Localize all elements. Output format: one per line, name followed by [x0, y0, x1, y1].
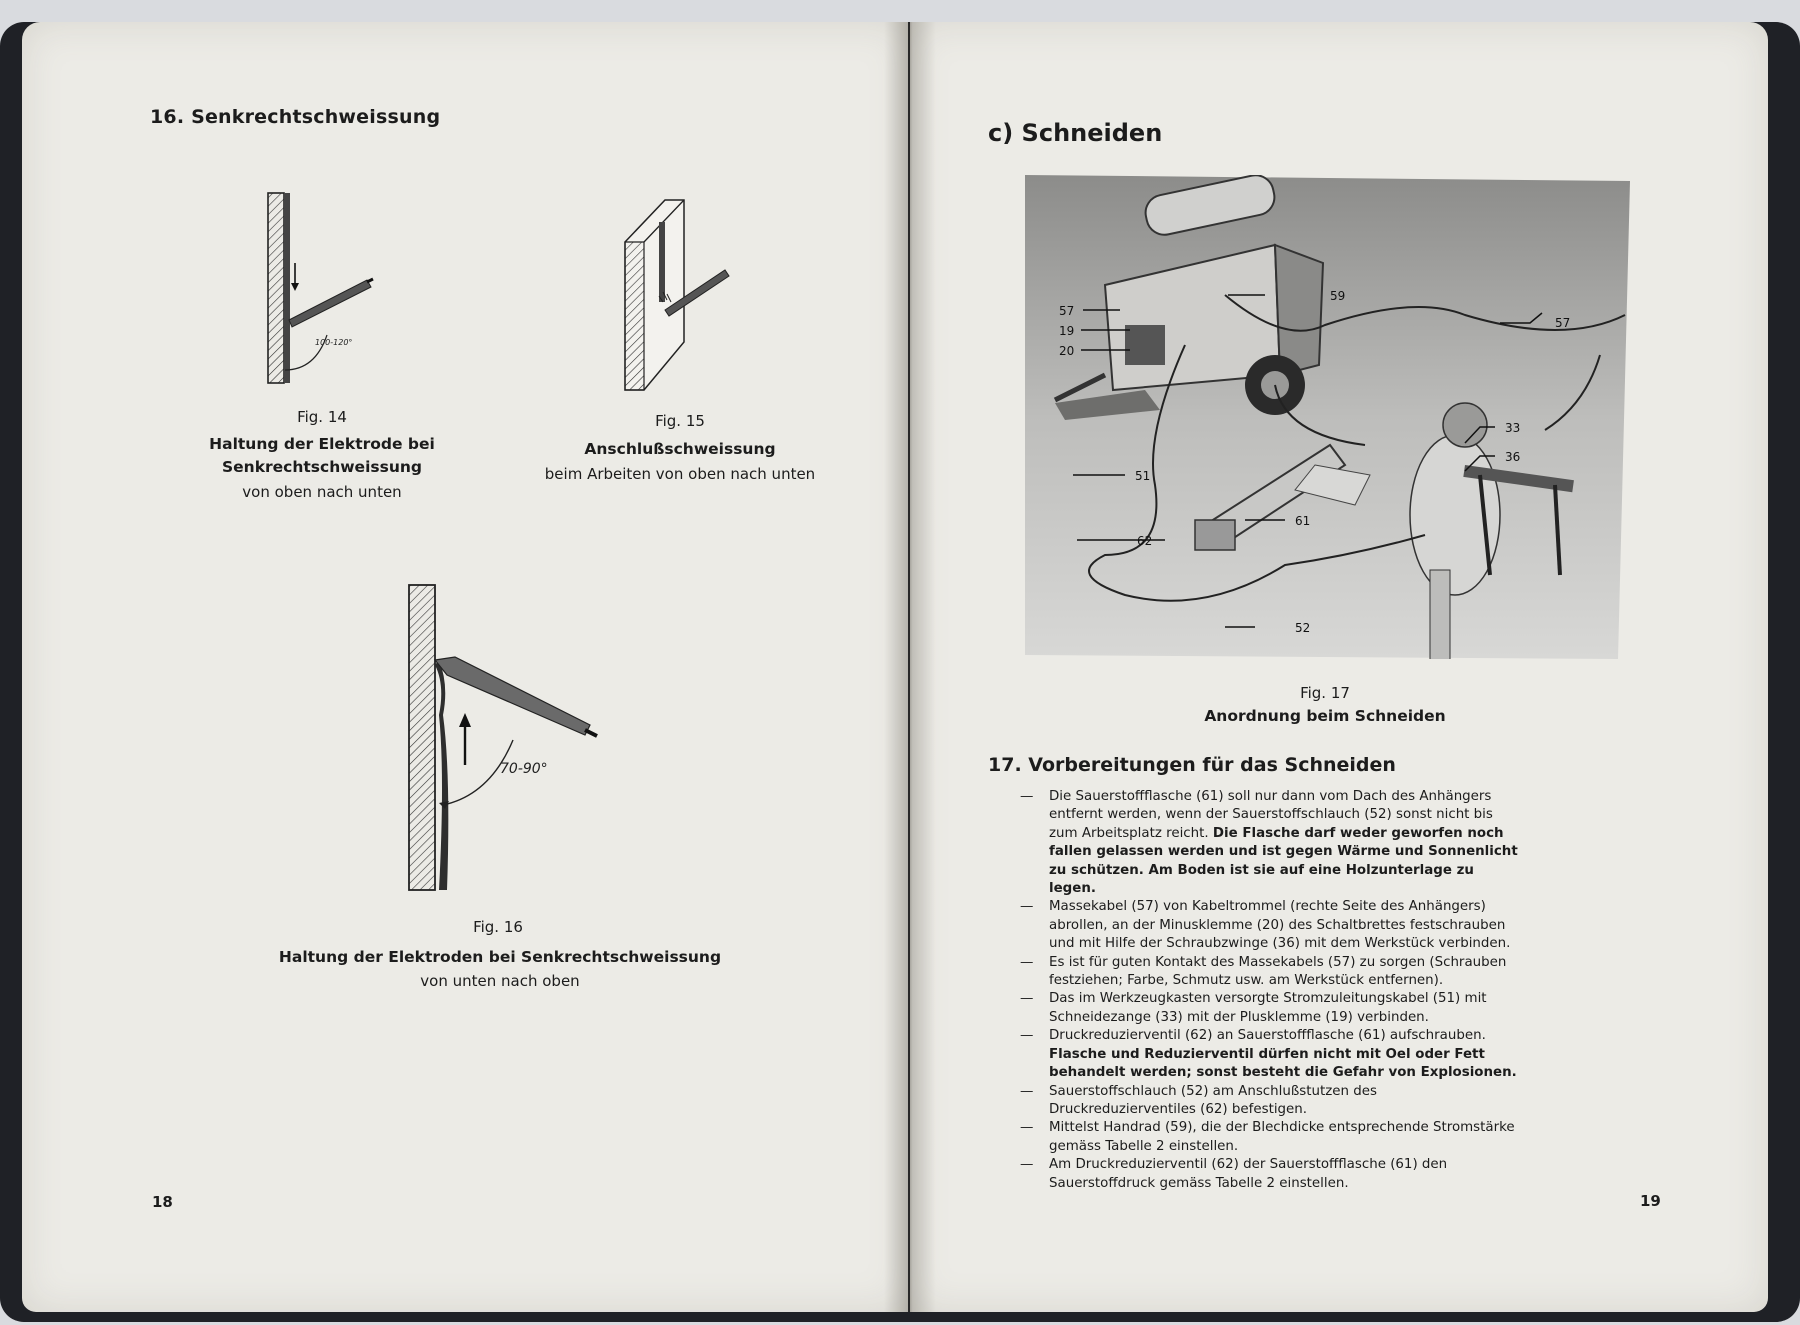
- list-item: — Sauerstoffschlauch (52) am Anschlußstutzen des Druckreduzierventiles (62) befestigen.: [1020, 1083, 1377, 1117]
- section-heading-schneiden: c) Schneiden: [988, 119, 1163, 147]
- fig16-angle-label: 70-90°: [500, 761, 548, 777]
- subsection-heading-17: 17. Vorbereitungen für das Schneiden: [988, 754, 1396, 776]
- callout-51: 51: [1135, 469, 1151, 483]
- list-item: — Mittelst Handrad (59), die der Blechdicke entsprechende Stromstärke gemäss Tabelle 2 einstellen.: [1020, 1120, 1515, 1154]
- list-item: — Am Druckreduzierventil (62) der Sauerstoffflasche (61) den Sauerstoffdruck gemäss Tabelle 2 einstellen.: [1020, 1157, 1448, 1191]
- fig17-label: Fig. 17: [1300, 684, 1350, 702]
- list-item: — Druckreduzierventil (62) an Sauerstoffflasche (61) aufschrauben. Flasche und Reduzierventil dürfen nicht mit Oel oder Fett behandelt werden; sonst besteht die Gefahr von Explosionen.: [1020, 1028, 1517, 1081]
- fig16-label: Fig. 16: [473, 918, 523, 936]
- callout-33: 33: [1505, 421, 1521, 435]
- callout-57-left: 57: [1059, 304, 1075, 318]
- fig14-illustration: [255, 185, 385, 390]
- callout-57-right: 57: [1555, 316, 1571, 330]
- fig16-caption-bold: Haltung der Elektroden bei Senkrechtschweissung: [278, 948, 722, 966]
- instruction-list: [1020, 788, 1520, 1193]
- fig15-caption-text: beim Arbeiten von oben nach unten: [544, 465, 816, 483]
- list-item: — Das im Werkzeugkasten versorgte Stromzuleitungskabel (51) mit Schneidezange (33) mit der Plusklemme (19) verbinden.: [1020, 991, 1487, 1025]
- fig17-photo: [1025, 175, 1630, 659]
- fig16-illustration: [395, 575, 605, 895]
- callout-19: 19: [1059, 324, 1075, 338]
- callout-61: 61: [1295, 514, 1311, 528]
- callout-20: 20: [1059, 344, 1075, 358]
- callout-59: 59: [1330, 289, 1346, 303]
- section-heading-16: 16. Senkrechtschweissung: [150, 106, 441, 128]
- fig14-caption-bold-line1: Haltung der Elektrode bei: [209, 435, 435, 453]
- fig14-caption-bold-line2: Senkrechtschweissung: [221, 458, 423, 476]
- fig15-label: Fig. 15: [655, 412, 705, 430]
- fig15-illustration: [615, 192, 735, 397]
- book-gutter: [884, 22, 936, 1312]
- list-item: — Die Sauerstoffflasche (61) soll nur dann vom Dach des Anhängers entfernt werden, wenn der Sauerstoffschlauch (52) sonst nicht bis zum Arbeitsplatz reicht. Die Flasche darf weder geworfen noch fallen gelassen werden und ist gegen Wärme und Sonnenlicht zu schützen. Am Boden ist sie auf eine Holzunterlage zu legen.: [1020, 789, 1518, 897]
- fig15-caption-bold: Anschlußschweissung: [584, 440, 776, 458]
- callout-36: 36: [1505, 450, 1521, 464]
- page-number-left: 18: [152, 1193, 173, 1211]
- fig17-caption-bold: Anordnung beim Schneiden: [1204, 707, 1446, 725]
- fig14-angle-label: 100-120°: [315, 338, 353, 347]
- list-item: — Es ist für guten Kontakt des Massekabels (57) zu sorgen (Schrauben festziehen; Farbe, Schmutz usw. am Werkstück entfernen).: [1020, 954, 1507, 989]
- fig14-label: Fig. 14: [297, 408, 347, 426]
- fig14-caption-text: von oben nach unten: [242, 483, 402, 501]
- list-item: — Massekabel (57) von Kabeltrommel (rechte Seite des Anhängers) abrollen, an der Minusklemme (20) des Schaltbrettes festschrauben und mit Hilfe der Schraubzwinge (36) mit dem Werkstück verbinden.: [1020, 899, 1511, 952]
- callout-52: 52: [1295, 621, 1311, 635]
- callout-62: 62: [1137, 534, 1153, 548]
- page-number-right: 19: [1640, 1192, 1661, 1210]
- fig16-caption-text: von unten nach oben: [420, 972, 580, 990]
